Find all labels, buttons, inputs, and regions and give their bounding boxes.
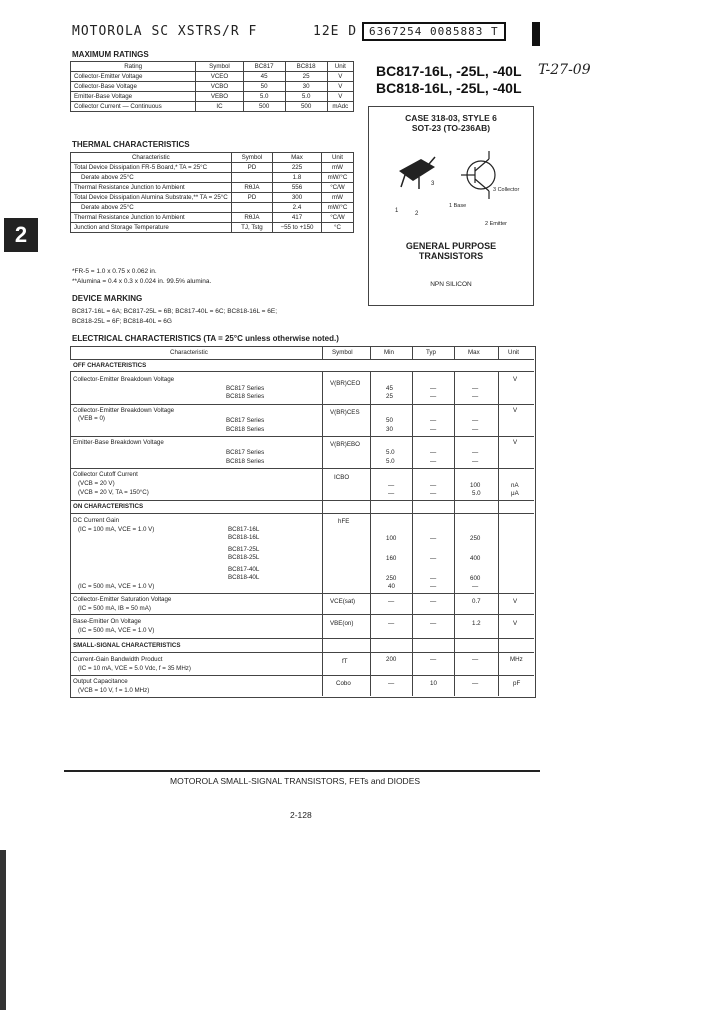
r1-a-max: — <box>472 385 479 392</box>
r3-b-max: — <box>472 458 479 465</box>
footer-rule <box>64 770 540 772</box>
r5-dev-3: BC817-25L <box>228 546 260 553</box>
r3-name: Emitter-Base Breakdown Voltage <box>73 439 164 446</box>
r5-max-3: 600 <box>470 575 481 582</box>
max-ratings-table: Rating Symbol BC817 BC818 Unit Collector-Emitter Voltage VCEO 45 25 V Collector-Base Voltage VCBO 50 30 V Emitter-Base Voltage VEBO 5.0 5.0 V Collector Current — Continuous IC 500 500 mAdc <box>70 61 354 112</box>
r2-b-typ: — <box>430 426 437 433</box>
footer-text: MOTOROLA SMALL-SIGNAL TRANSISTORS, FETs and DIODES <box>170 776 421 786</box>
r5-cond-2: (IC = 500 mA, VCE = 1.0 V) <box>78 583 155 590</box>
r5-max-2: 400 <box>470 555 481 562</box>
r4-typ-2: — <box>430 490 437 497</box>
col-div-3 <box>412 346 413 696</box>
marking-title: DEVICE MARKING <box>72 294 143 303</box>
r5-dev-1: BC817-16L <box>228 526 260 533</box>
r3-b-typ: — <box>430 458 437 465</box>
r7-cond: (IC = 500 mA, VCE = 1.0 V) <box>78 627 155 634</box>
r1-b-typ: — <box>430 393 437 400</box>
r7-sym: VBE(on) <box>330 620 354 627</box>
r5-typ-3: — <box>430 575 437 582</box>
r4-line <box>70 500 534 501</box>
r5-dev-6: BC818-40L <box>228 574 260 581</box>
thermal-note-1: *FR-5 = 1.0 x 0.75 x 0.062 in. <box>72 268 157 275</box>
r4-sym: ICBO <box>334 474 350 481</box>
r3-unit: V <box>513 439 518 446</box>
r1-b: BC818 Series <box>226 393 265 400</box>
r1-a-min: 45 <box>386 385 393 392</box>
r8-typ: — <box>430 656 437 663</box>
r9-cond: (VCB = 10 V, f = 1.0 MHz) <box>78 687 150 694</box>
r1-sym: V(BR)CEO <box>330 380 361 387</box>
r4-cond-2: (VCB = 20 V, TA = 150°C) <box>78 489 149 496</box>
thermal-table: Characteristic Symbol Max Unit Total Device Dissipation FR-5 Board,* TA = 25°C PD 225 mW Derate above 25°C 1.8 mW/°C Thermal Resistance Junction to Ambient RθJA 556 °C/W Total Device Dissipation Alumina Substrate,** TA = 25°C PD 300 mW Derate above 25°C 2.4 mW/°C Thermal Resistance Junction to Ambient RθJA 417 °C/W Junction and Storage Temperature TJ, Tstg −55 to +150 °C <box>70 152 354 233</box>
col-div-2 <box>370 346 371 696</box>
r5-sym: hFE <box>338 518 350 525</box>
r4-max-2: 5.0 <box>472 490 481 497</box>
r5-typ-1: — <box>430 535 437 542</box>
r6-unit: V <box>513 598 518 605</box>
scan-edge <box>0 850 6 1010</box>
r6-sym: VCE(sat) <box>330 598 356 605</box>
header-code: 12E D <box>313 24 358 39</box>
collector-label: 3 Collector <box>493 187 520 193</box>
small-signal-title: SMALL-SIGNAL CHARACTERISTICS <box>73 642 181 649</box>
r4-min-2: — <box>388 490 395 497</box>
r5-min-3: 250 <box>386 575 397 582</box>
r6-typ: — <box>430 598 437 605</box>
r8-cond: (IC = 10 mA, VCE = 5.0 Vdc, f = 35 MHz) <box>78 665 191 672</box>
r6-min: — <box>388 598 395 605</box>
r2-name: Collector-Emitter Breakdown Voltage <box>73 407 175 414</box>
handwritten-note: T-27-09 <box>538 62 591 78</box>
on-line <box>70 513 534 514</box>
case-line-2: SOT-23 (TO-236AB) <box>411 123 491 133</box>
thermal-note-2: **Alumina = 0.4 x 0.3 x 0.024 in. 99.5% alumina. <box>72 278 212 285</box>
case-line-1: CASE 318-03, STYLE 6 <box>405 113 497 123</box>
r3-b: BC818 Series <box>226 458 265 465</box>
r5-max-1: 250 <box>470 535 481 542</box>
polarity: NPN SILICON <box>430 281 472 288</box>
col-div-1 <box>322 346 323 696</box>
r6-name: Collector-Emitter Saturation Voltage <box>73 596 172 603</box>
r9-sym: Cobo <box>336 680 351 687</box>
transistor-symbol-icon <box>461 151 495 199</box>
r2-cond: (VEB = 0) <box>78 415 105 422</box>
r9-typ: 10 <box>430 680 437 687</box>
mr-h-bc818: BC818 <box>285 62 327 72</box>
r3-a-typ: — <box>430 449 437 456</box>
max-ratings-title: MAXIMUM RATINGS <box>72 50 149 59</box>
el-h-max: Max <box>468 349 480 356</box>
r4-name: Collector Cutoff Current <box>73 471 138 478</box>
r3-a-min: 5.0 <box>386 449 395 456</box>
r5-dev-2: BC818-16L <box>228 534 260 541</box>
r5-typ-4: — <box>430 583 437 590</box>
r5-min-1: 100 <box>386 535 397 542</box>
r2-b-min: 30 <box>386 426 393 433</box>
r3-a-max: — <box>472 449 479 456</box>
r5-min-2: 160 <box>386 555 397 562</box>
r5-cond-1: (IC = 100 mA, VCE = 1.0 V) <box>78 526 155 533</box>
col-div-5 <box>498 346 499 696</box>
el-h-symbol: Symbol <box>332 349 353 356</box>
r6-line <box>70 614 534 615</box>
page-number: 2-128 <box>290 810 312 820</box>
mr-h-bc817: BC817 <box>243 62 285 72</box>
header-maker: MOTOROLA SC XSTRS/R F <box>72 24 258 39</box>
r4-max-1: 100 <box>470 482 481 489</box>
header-barcode: 6367254 0085883 T <box>362 22 506 41</box>
r8-line <box>70 675 534 676</box>
r4-cond-1: (VCB = 20 V) <box>78 480 115 487</box>
r2-a-typ: — <box>430 417 437 424</box>
small-line <box>70 652 534 653</box>
device-type-2: TRANSISTORS <box>418 251 484 261</box>
r1-unit: V <box>513 376 518 383</box>
el-h-char: Characteristic <box>170 349 208 356</box>
package-box <box>368 106 534 306</box>
r5-name: DC Current Gain <box>73 517 120 524</box>
emitter-label: 2 Emitter <box>485 221 508 227</box>
r1-name: Collector-Emitter Breakdown Voltage <box>73 376 175 383</box>
part-number-bc818: BC818-16L, -25L, -40L <box>376 80 522 96</box>
r1-a-typ: — <box>430 385 437 392</box>
col-div-4 <box>454 346 455 696</box>
r2-sym: V(BR)CES <box>330 409 360 416</box>
r1-line <box>70 404 534 405</box>
r7-min: — <box>388 620 395 627</box>
pin-label-3: 3 <box>431 181 435 187</box>
r9-unit: pF <box>513 680 521 687</box>
r9-min: — <box>388 680 395 687</box>
r1-b-min: 25 <box>386 393 393 400</box>
r3-b-min: 5.0 <box>386 458 395 465</box>
marking-line-1: BC817-16L = 6A; BC817-25L = 6B; BC817-40L = 6C; BC818-16L = 6E; <box>72 308 278 315</box>
base-label: 1 Base <box>449 203 467 209</box>
r8-sym: fT <box>342 658 348 665</box>
r5-max-4: — <box>472 583 479 590</box>
r2-b: BC818 Series <box>226 426 265 433</box>
r1-a: BC817 Series <box>226 385 265 392</box>
r8-min: 200 <box>386 656 397 663</box>
r2-b-max: — <box>472 426 479 433</box>
r5-dev-4: BC818-25L <box>228 554 260 561</box>
off-title: OFF CHARACTERISTICS <box>73 362 147 369</box>
thermal-title: THERMAL CHARACTERISTICS <box>72 140 190 149</box>
r4-typ-1: — <box>430 482 437 489</box>
r4-unit-2: μA <box>511 490 519 497</box>
r7-name: Base-Emitter On Voltage <box>73 618 142 625</box>
electrical-title: ELECTRICAL CHARACTERISTICS (TA = 25°C unless otherwise noted.) <box>72 334 339 343</box>
on-title: ON CHARACTERISTICS <box>73 503 144 510</box>
r2-a-min: 50 <box>386 417 393 424</box>
r1-b-max: — <box>472 393 479 400</box>
marking-line-2: BC818-25L = 6F; BC818-40L = 6G <box>72 318 172 325</box>
part-number-bc817: BC817-16L, -25L, -40L <box>376 63 522 79</box>
el-h-typ: Typ <box>426 349 436 356</box>
r7-max: 1.2 <box>472 620 481 627</box>
r5-dev-5: BC817-40L <box>228 566 260 573</box>
r8-max: — <box>472 656 479 663</box>
r7-unit: V <box>513 620 518 627</box>
el-h-min: Min <box>384 349 394 356</box>
section-tab: 2 <box>4 218 38 252</box>
r6-cond: (IC = 500 mA, IB = 50 mA) <box>78 605 151 612</box>
r2-line <box>70 436 534 437</box>
r2-a: BC817 Series <box>226 417 265 424</box>
r3-a: BC817 Series <box>226 449 265 456</box>
r5-line <box>70 593 534 594</box>
r7-line <box>70 638 534 639</box>
mr-h-unit: Unit <box>327 62 353 72</box>
el-h-unit: Unit <box>508 349 520 356</box>
barcode-mark <box>532 22 540 46</box>
r9-max: — <box>472 680 479 687</box>
r5-min-4: 40 <box>388 583 395 590</box>
r4-min-1: — <box>388 482 395 489</box>
off-line <box>70 371 534 372</box>
r2-unit: V <box>513 407 518 414</box>
r6-max: 0.7 <box>472 598 481 605</box>
mr-h-symbol: Symbol <box>196 62 243 72</box>
sot23-package-icon <box>399 157 435 189</box>
r2-a-max: — <box>472 417 479 424</box>
r3-line <box>70 468 534 469</box>
pin-label-1: 1 <box>395 208 399 214</box>
r4-unit-1: nA <box>511 482 519 489</box>
device-type-1: GENERAL PURPOSE <box>405 241 497 251</box>
r7-typ: — <box>430 620 437 627</box>
r8-unit: MHz <box>510 656 523 663</box>
r8-name: Current-Gain Bandwidth Product <box>73 656 163 663</box>
r9-name: Output Capacitance <box>73 678 128 685</box>
r5-typ-2: — <box>430 555 437 562</box>
pin-label-2: 2 <box>415 211 419 217</box>
r3-sym: V(BR)EBO <box>330 441 360 448</box>
mr-h-rating: Rating <box>71 62 196 72</box>
